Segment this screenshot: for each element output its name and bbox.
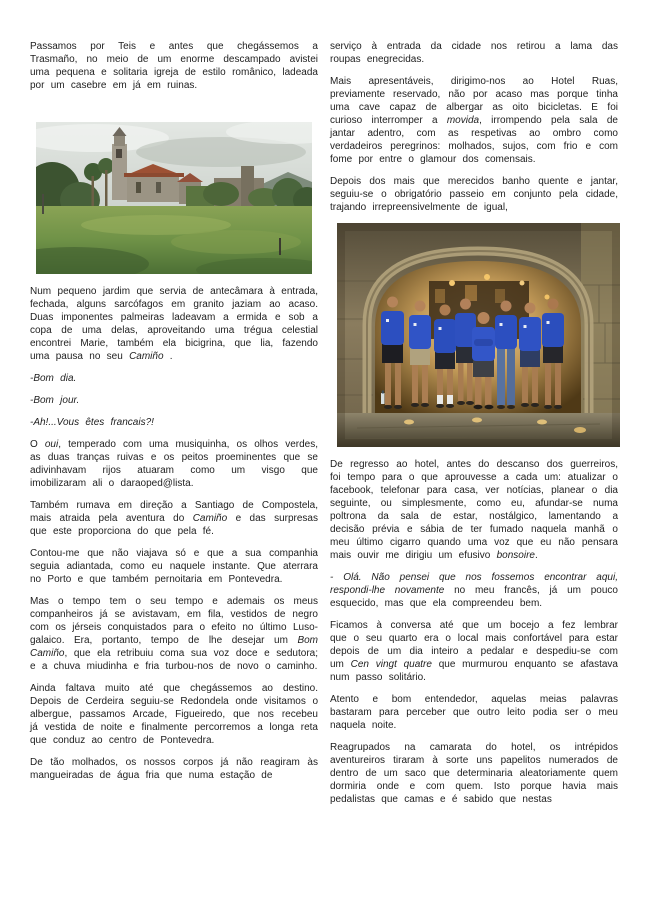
italic-text-run: bonsoire bbox=[496, 550, 535, 561]
paragraph bbox=[30, 682, 318, 747]
paragraph bbox=[330, 75, 618, 166]
paragraph bbox=[30, 756, 318, 782]
paragraph bbox=[330, 571, 618, 610]
text-run: e das surpresas que este proporciona do que pela fé. bbox=[30, 513, 318, 537]
paragraph bbox=[330, 175, 618, 214]
paragraph bbox=[330, 619, 618, 684]
text-run: Ficamos à conversa até que um bocejo a fez lembrar que o seu quarto era o local mais confortável para estar depois de um dia inteiro a pedalar e despediu-se com um bbox=[330, 620, 618, 670]
group-photo bbox=[337, 223, 620, 447]
paragraph bbox=[30, 285, 318, 363]
paragraph bbox=[30, 372, 318, 385]
italic-text-run: movida bbox=[446, 115, 480, 126]
paragraph bbox=[30, 416, 318, 429]
right-column bbox=[330, 40, 618, 815]
text-run: Num pequeno jardim que servia de antecâmara à entrada, fechada, alguns sarcófagos em granito jaziam ao acaso. Duas imponentes palmeiras ladeavam a ermida e sob a copa de uma delas, aproveitando uma trégua celestial encontrei Marie, também ela bicigrina, que lia, fazendo uma pausa no seu bbox=[30, 286, 318, 362]
text-run: De regresso ao hotel, antes do descanso dos guerreiros, foi tempo para o que aprouvesse a cada um: atualizar o facebook, telefonar para casa, ver notícias, planear o dia seguinte, ou simplesmente, como eu, afundar-se numa poltrona da sala de estar, nostálgico, lamentando a decisão prévia e sábia de ter fumado naquela manhã o meu último cigarro quando uma voz que eu não pensara mais ouvir me dirigiu um efusivo bbox=[330, 459, 618, 561]
church-photo-graphic bbox=[36, 122, 312, 274]
text-run: De tão molhados, os nossos corpos já não reagiram às mangueiradas de água fria que numa estação de bbox=[30, 757, 318, 781]
left-column bbox=[30, 40, 318, 791]
paragraph bbox=[30, 595, 318, 673]
paragraph bbox=[30, 40, 318, 92]
text-run: serviço à entrada da cidade nos retirou a lama das roupas enegrecidas. bbox=[330, 41, 618, 65]
text-run: , temperado com uma musiquinha, os olhos verdes, as duas tranças ruivas e os peitos proeminentes que se adivinhavam rijos atuaram como um visgo que imobilizaram ali o daraoped@lista. bbox=[30, 439, 318, 489]
paragraph bbox=[30, 438, 318, 490]
italic-text-run: Bom Camiño bbox=[30, 635, 318, 659]
italic-text-run: Camiño bbox=[129, 351, 164, 362]
italic-text-run: Cen vingt quatre bbox=[350, 659, 432, 670]
italic-text-run: -Bom dia. bbox=[30, 373, 77, 384]
text-run: . bbox=[163, 351, 173, 362]
paragraph bbox=[30, 547, 318, 586]
text-run: que murmurou enquanto se afastava num passo solitário. bbox=[330, 659, 618, 683]
text-run: O bbox=[30, 439, 45, 450]
text-run: Reagrupados na camarata do hotel, os intrépidos aventureiros tiraram à sorte uns papelitos numerados de dentro de um saco que determinaria aleatoriamente quem dormiria onde e com quem. Isto porque havia mais pedalistas que camas e é sabido que nestas bbox=[330, 742, 618, 805]
text-run: . bbox=[534, 550, 538, 561]
text-run: Ainda faltava muito até que chegássemos ao destino. Depois de Cerdeira seguiu-se Redondela onde visitamos o albergue, passamos Arcade, Figueiredo, que nos recebeu já vestida de noite e finalmente percorremos a longa reta que conduz ao centro de Pontevedra. bbox=[30, 683, 318, 746]
group-photo-graphic bbox=[337, 223, 620, 447]
paragraph bbox=[330, 40, 618, 66]
italic-text-run: oui bbox=[44, 439, 59, 450]
paragraph bbox=[330, 741, 618, 806]
text-run: , irrompendo pela sala de jantar adentro, com as respetivas ao ombro como verdadeiros peregrinos: molhados, sujos, com frio e com fome por entre o glamour dos comensais. bbox=[330, 115, 618, 165]
text-run: Depois dos mais que merecidos banho quente e jantar, seguiu-se o obrigatório passeio em conjunto pela cidade, trajando irrepreensivelmente de igual, bbox=[330, 176, 618, 213]
paragraph bbox=[330, 458, 618, 562]
paragraph bbox=[330, 693, 618, 732]
text-run: Mais apresentáveis, dirigimo-nos ao Hotel Ruas, previamente reservado, não por acaso mas porque tinha uma cave capaz de albergar as oito bicicletas. E foi curioso interromper a bbox=[330, 76, 618, 126]
italic-text-run: -Ah!...Vous êtes francais?! bbox=[30, 417, 154, 428]
text-run: Contou-me que não viajava só e que a sua companhia seguia adiantada, como eu naquele instante. Que aterrara no Porto e que também pernoitaria em Pontevedra. bbox=[30, 548, 318, 585]
paragraph bbox=[30, 394, 318, 407]
text-run: , que ela retribuiu coma sua voz doce e sedutora; e a chuva miudinha e fria turbou-nos de novo o caminho. bbox=[30, 648, 318, 672]
paragraph bbox=[30, 499, 318, 538]
text-run: no meu francês, já um pouco esquecido, mas que ela compreendeu bem. bbox=[330, 585, 618, 609]
text-run: Passamos por Teis e antes que chegássemos a Trasmaño, no meio de um enorme descampado avistei uma pequena e solitaria igreja de estilo românico, ladeada por um casebre em já em ruinas. bbox=[30, 41, 318, 91]
text-run: Atento e bom entendedor, aquelas meias palavras bastaram para perceber que outro leito podia ser o meu naquela noite. bbox=[330, 694, 618, 731]
italic-text-run: Camiño bbox=[192, 513, 228, 524]
church-photo bbox=[36, 122, 312, 274]
italic-text-run: -Bom jour. bbox=[30, 395, 80, 406]
italic-text-run: - Olá. Não pensei que nos fossemos encontrar aqui, respondi-lhe novamente bbox=[330, 572, 618, 596]
text-run: Mas o tempo tem o seu tempo e ademais os meus companheiros já se avistavam, em fila, vestidos de negro com os jérseis conquistados para o efeito no último Luso-galaico. Era, portanto, tempo de lhe desejar um bbox=[30, 596, 318, 646]
text-run: Também rumava em direção a Santiago de Compostela, mais atraida pela aventura do bbox=[30, 500, 318, 524]
